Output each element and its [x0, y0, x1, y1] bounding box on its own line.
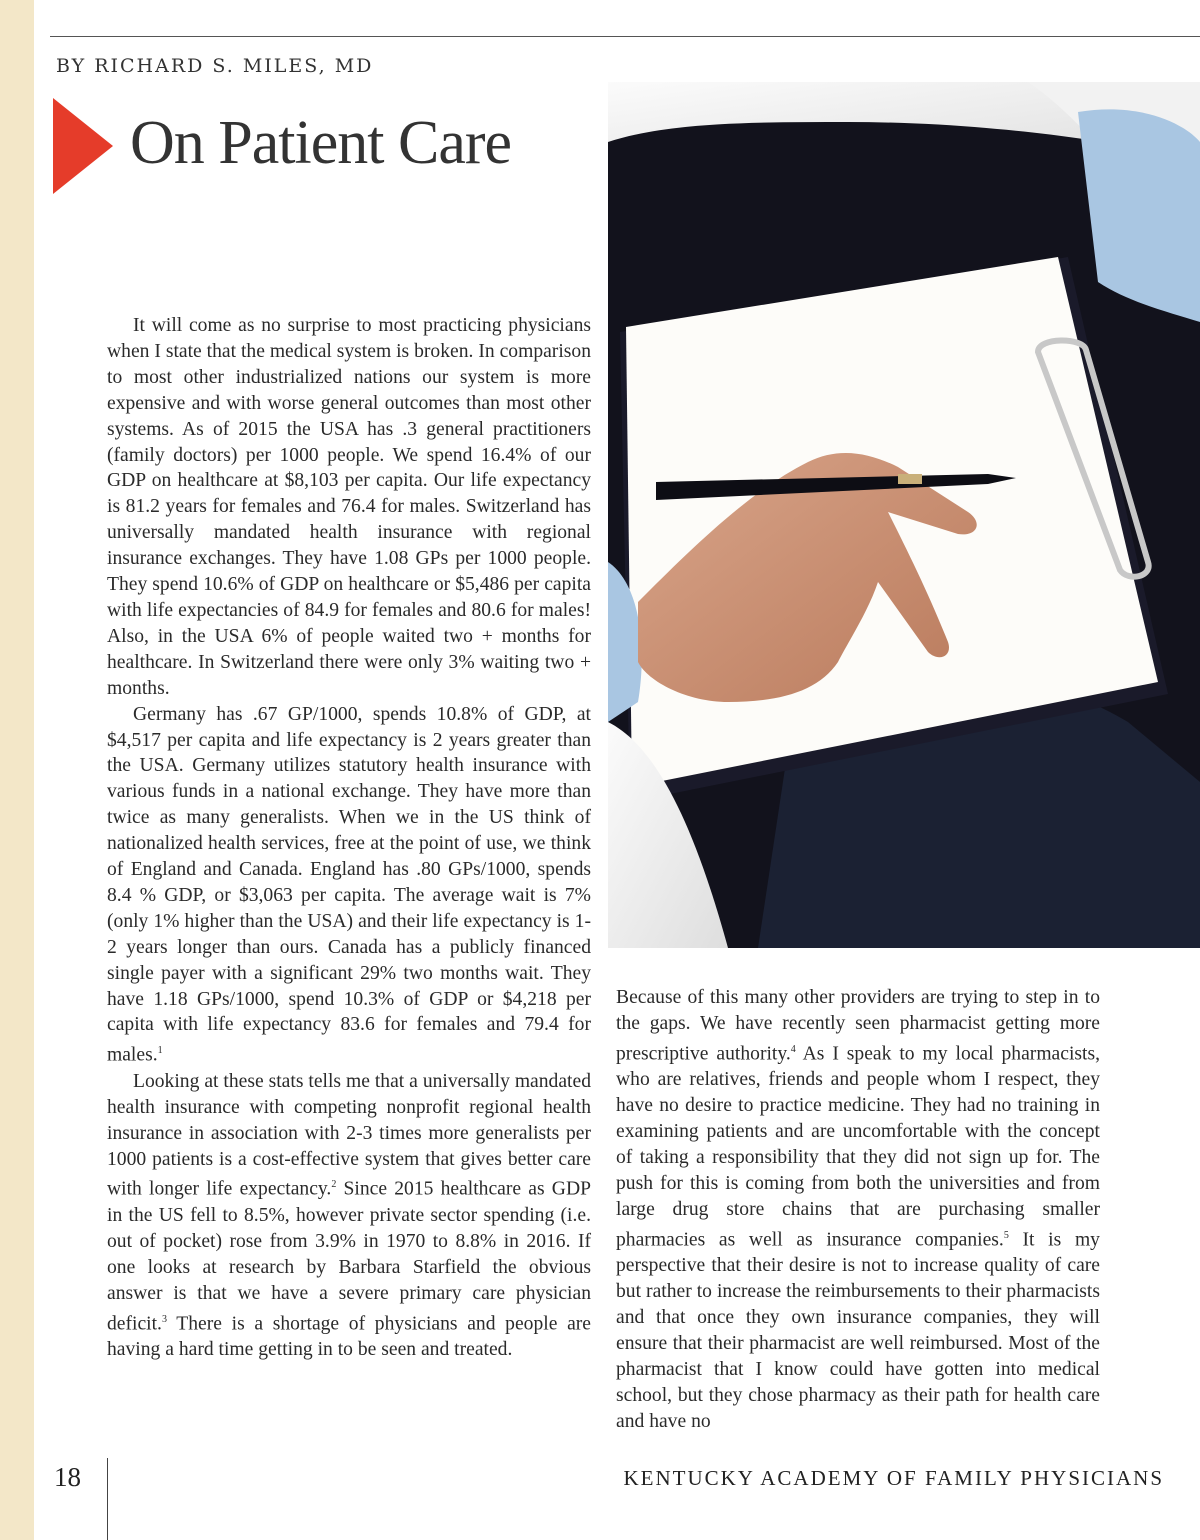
page-number: 18 — [54, 1462, 81, 1492]
clipboard-hand-illustration — [608, 82, 1200, 948]
left-decorative-strip — [0, 0, 34, 1540]
article-column-left — [107, 313, 591, 1363]
article-photo — [608, 82, 1200, 948]
paragraph — [616, 985, 1100, 1434]
article-column-right — [616, 985, 1100, 1434]
paragraph-text: It is my perspective that their desire is not to increase quality of care but rather to increase the reimbursements to their pharmacists and that once they own insurance companies, they will ensure that their pharmacist are well reimbursed. Most of the pharmacist that I know could have gotten into medical school, but they chose pharmacy as their path for health care and have no — [616, 1229, 1100, 1432]
article-title: On Patient Care — [130, 109, 512, 177]
footer-divider — [107, 1458, 108, 1540]
paragraph-text: Looking at these stats tells me that a universally mandated health insurance with competing nonprofit regional health insurance in association with 2-3 times more generalists per 1000 patients is a cost-effective system that gives better care with longer life expectancy. — [107, 1070, 591, 1200]
paragraph-text: Since 2015 healthcare as GDP in the US fell to 8.5%, however private sector spending (i.e. out of pocket) rose from 3.9% in 1970 to 8.8% in 2016. If one looks at research by Barbara Starfield the obvious answer is that we have a severe primary care physician deficit. — [107, 1178, 591, 1335]
publication-name: KENTUCKY ACADEMY OF FAMILY PHYSICIANS — [623, 1466, 1164, 1490]
footnote-ref: 5 — [1003, 1229, 1009, 1241]
paragraph — [107, 1069, 591, 1363]
top-rule — [50, 36, 1200, 37]
footnote-ref: 4 — [790, 1043, 796, 1055]
footnote-ref: 3 — [161, 1313, 167, 1325]
paragraph — [107, 702, 591, 1069]
red-triangle-icon — [53, 98, 113, 194]
paragraph-text: Because of this many other providers are trying to step in to the gaps. We have recently seen pharmacist getting more prescriptive authority. — [616, 987, 1100, 1065]
byline: BY RICHARD S. MILES, MD — [56, 55, 374, 77]
paragraph: It will come as no surprise to most practicing physicians when I state that the medical system is broken. In comparison to most other industrialized nations our system is more expensive and with worse general outcomes than most other systems. As of 2015 the USA has .3 general practitioners (family doctors) per 1000 people. We spend 16.4% of our GDP on healthcare at $8,103 per capita. Our life expectancy is 81.2 years for females and 76.4 for males. Switzerland has universally mandated health insurance with regional insurance exchanges. They have 1.08 GPs per 1000 people. They spend 10.6% of GDP on healthcare or $5,486 per capita with life expectancies of 84.9 for females and 80.6 for males! Also, in the USA 6% of people waited two + months for healthcare. In Switzerland there were only 3% waiting two + months. — [107, 315, 591, 699]
footnote-ref: 1 — [157, 1045, 163, 1057]
footnote-ref: 2 — [331, 1179, 337, 1191]
paragraph-text: Germany has .67 GP/1000, spends 10.8% of GDP, at $4,517 per capita and life expectancy is 2 years greater than the USA. Germany utilizes statutory health insurance with various funds in a national exchange. They have more than twice as many generalists. When we in the US think of nationalized health services, free at the point of use, we think of England and Canada. England has .80 GPs/1000, spends 8.4 % GDP, or $3,063 per capita. The average wait is 7% (only 1% higher than the USA) and their life expectancy is 1-2 years longer than ours. Canada has a publicly financed single payer with a significant 29% two months wait. They have 1.18 GPs/1000, spend 10.3% of GDP or $4,218 per capita with life expectancy 83.6 for females and 79.4 for males. — [107, 703, 591, 1066]
paragraph-text: As I speak to my local pharmacists, who are relatives, friends and people whom I respect, they have no desire to practice medicine. They had no training in examining patients and are uncomfortable with the concept of taking a responsibility that they did not sign up for. The push for this is coming from both the universities and from large drug store chains that are purchasing smaller pharmacies as well as insurance companies. — [616, 1043, 1100, 1251]
paragraph-text: There is a shortage of physicians and people are having a hard time getting in to be seen and treated. — [107, 1313, 591, 1360]
